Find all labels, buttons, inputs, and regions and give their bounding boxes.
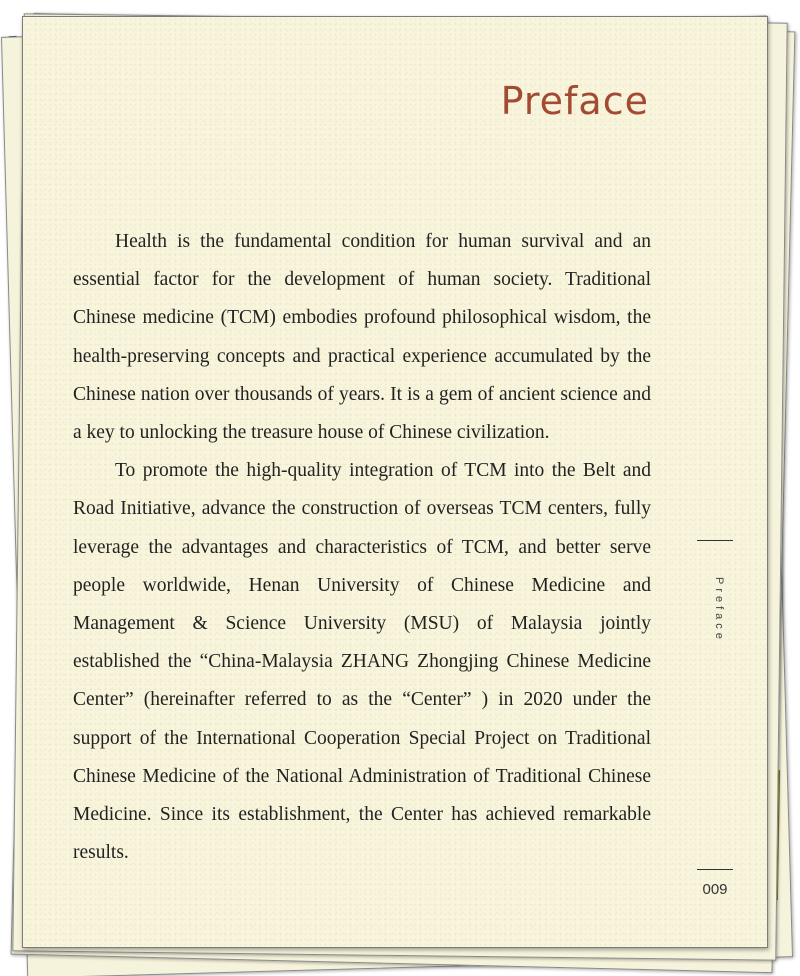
book-page bbox=[22, 16, 768, 948]
paragraph: To promote the high-quality integration of TCM into the Belt and Road Initiative, advance the construction of overseas TCM centers, fully leverage the advantages and characteristics of TCM, and better serve people worldwide, Henan University of Chinese Medicine and Management & Science University (MSU) of Malaysia jointly established the “China-Malaysia ZHANG Zhongjing Chinese Medicine Center” (hereinafter referred to as the “Center” ) in 2020 under the support of the International Cooperation Special Project on Traditional Chinese Medicine of the National Administration of Traditional Chinese Medicine. Since its establishment, the Center has achieved remarkable results. bbox=[73, 460, 651, 864]
page-title: Preface bbox=[500, 79, 649, 123]
running-head: Preface bbox=[713, 577, 725, 643]
body-text bbox=[73, 223, 651, 872]
running-head-rule bbox=[697, 540, 733, 541]
page-number: 009 bbox=[702, 881, 728, 898]
page-number-rule bbox=[697, 869, 733, 870]
paragraph: Health is the fundamental condition for human survival and an essential factor for the development of human society. Traditional Chinese medicine (TCM) embodies profound philosophical wisdom, the health-preserving concepts and practical experience accumulated by the Chinese nation over thousands of years. It is a gem of ancient science and a key to unlocking the treasure house of Chinese civilization. bbox=[73, 231, 651, 444]
